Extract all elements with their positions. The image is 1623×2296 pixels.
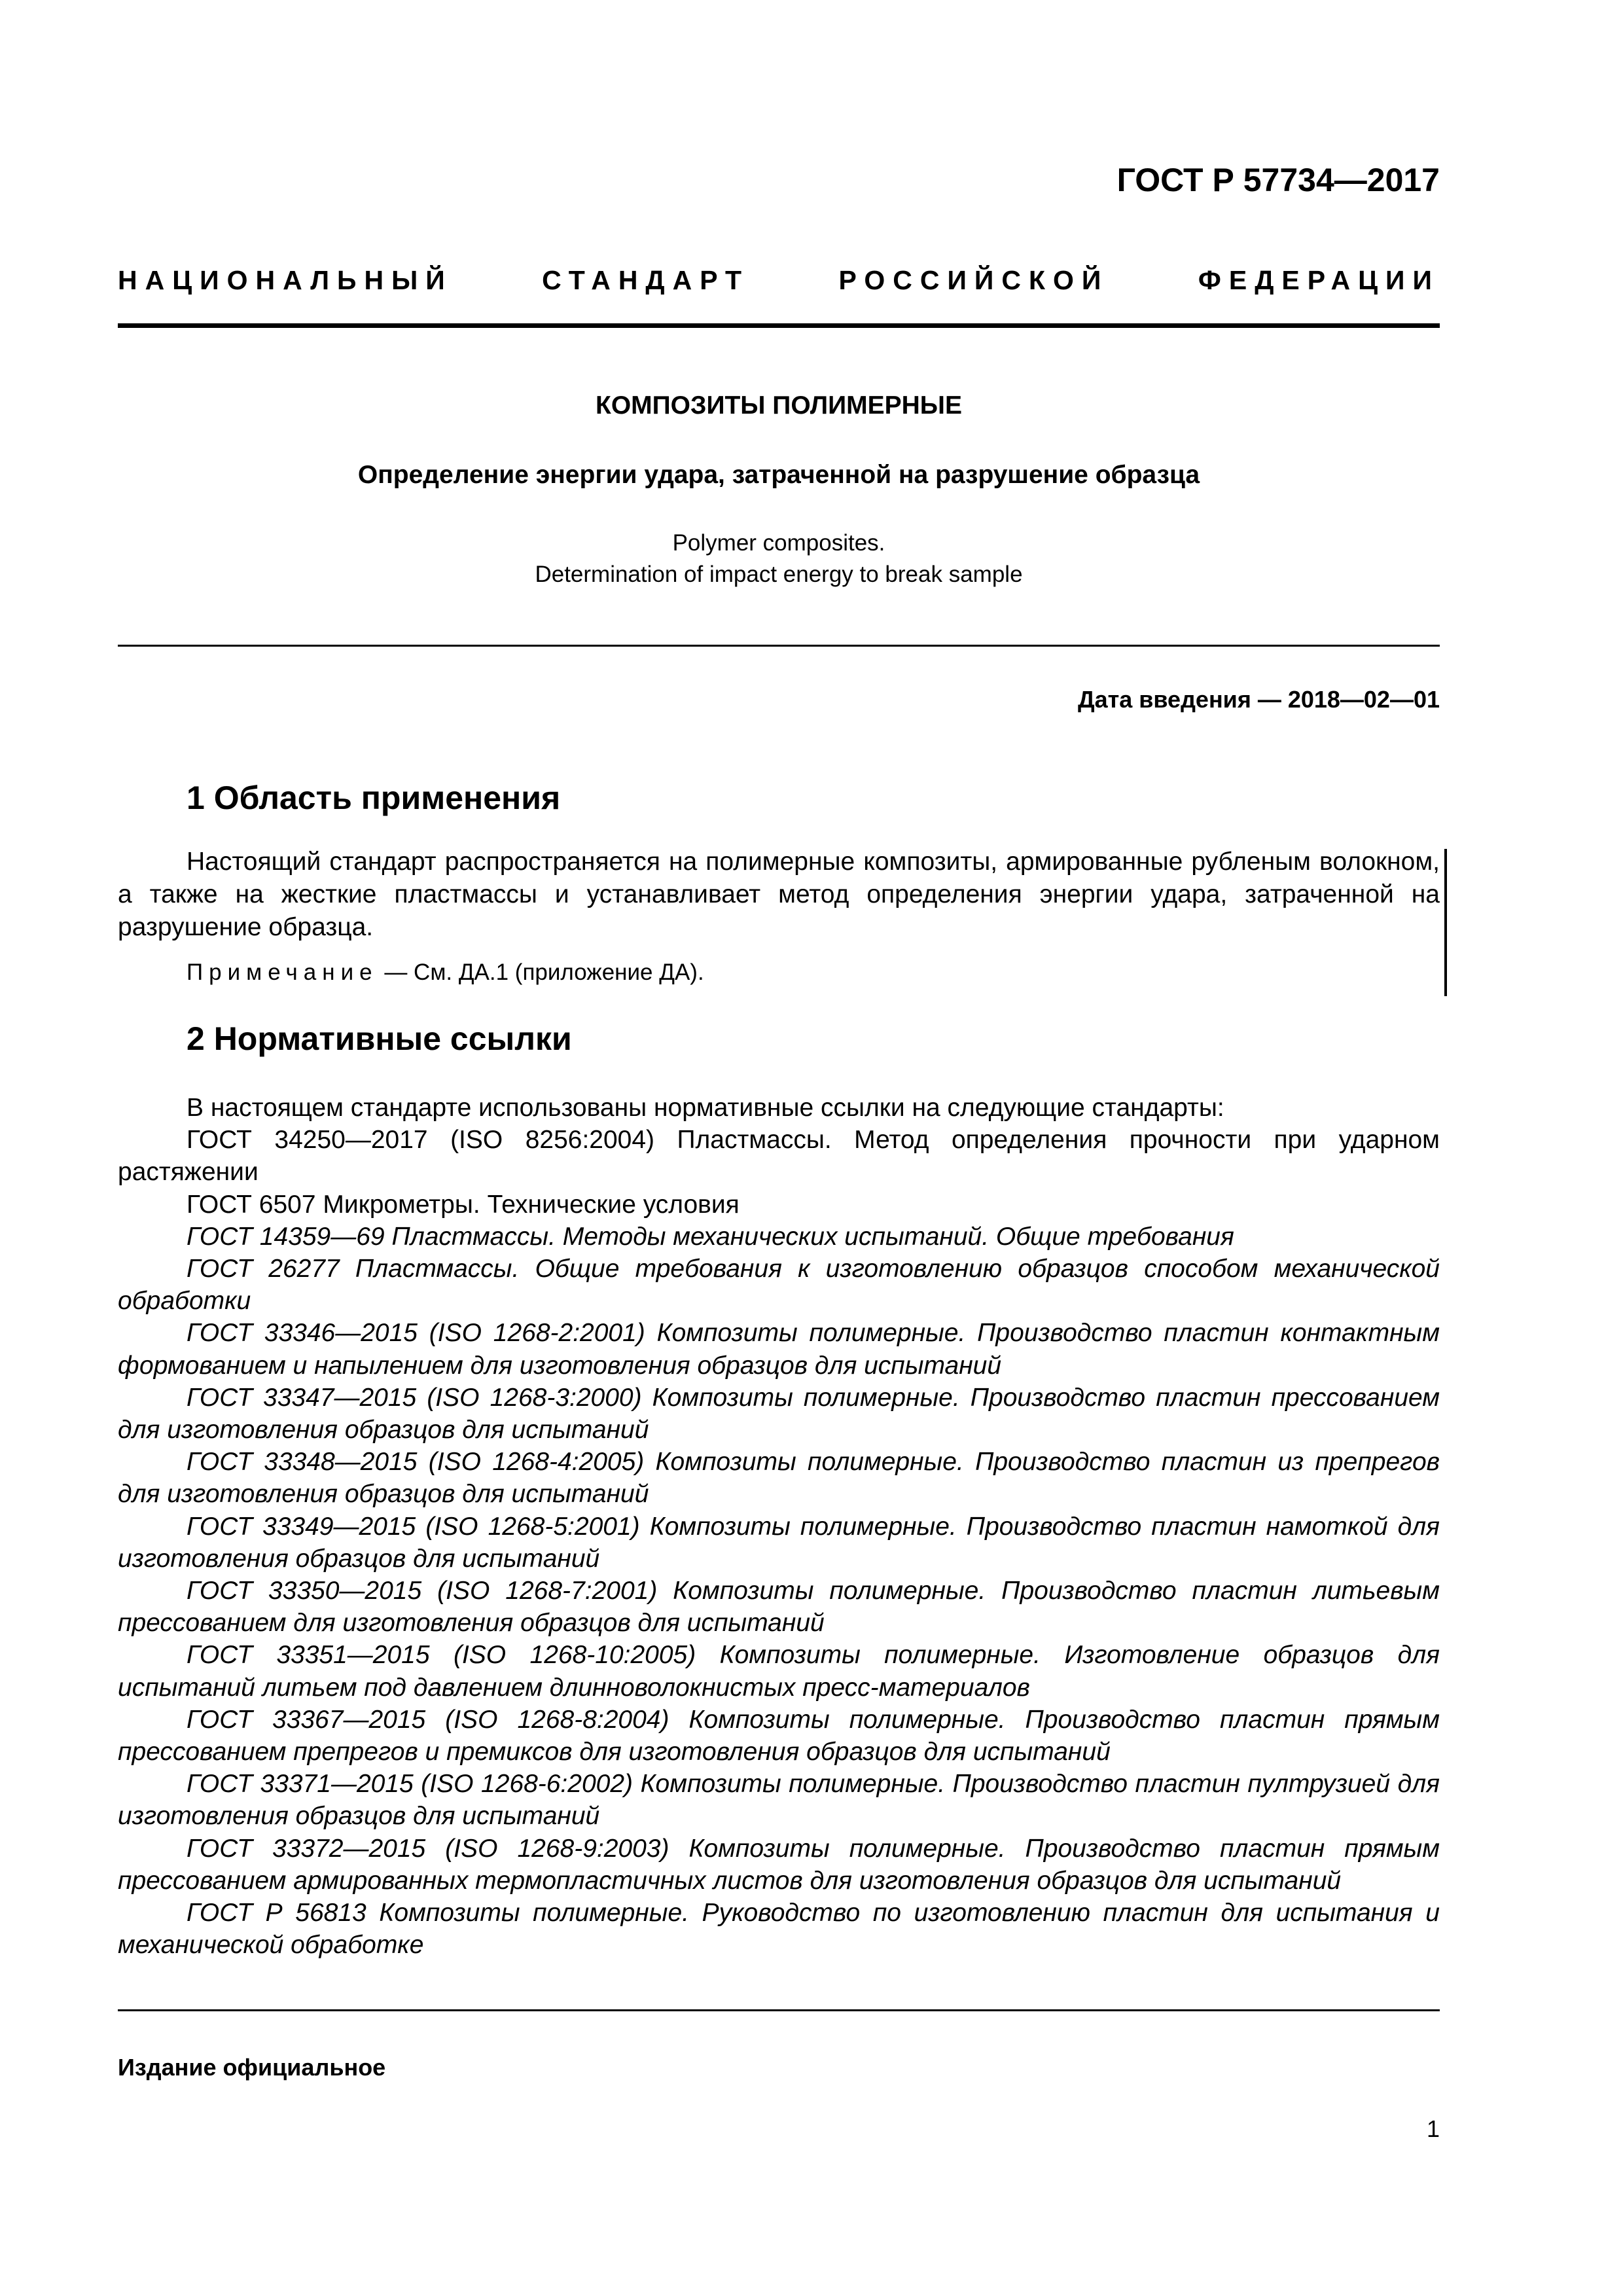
english-title <box>118 528 1440 590</box>
english-title-line-1: Polymer composites. <box>672 530 885 556</box>
banner-word-3: РОССИЙСКОЙ <box>838 265 1109 295</box>
reference-item: ГОСТ Р 56813 Композиты полимерные. Руководство по изготовлению пластин для испытания и механической обработке <box>118 1899 1440 1960</box>
date-of-introduction: Дата введения — 2018—02—01 <box>1077 686 1440 713</box>
reference-item: ГОСТ 33346—2015 (ISO 1268-2:2001) Композиты полимерные. Производство пластин контактным формованием и напылением для изготовления образцов для испытаний <box>118 1319 1440 1380</box>
edition-label: Издание официальное <box>118 2054 386 2081</box>
reference-item: ГОСТ 33371—2015 (ISO 1268-6:2002) Композиты полимерные. Производство пластин пултрузией для изготовления образцов для испытаний <box>118 1770 1440 1831</box>
section-1-body: Настоящий стандарт распространяется на полимерные композиты, армированные рубленым волокном, а также на жесткие пластмассы и устанавливает метод определения энергии удара, затраченной на разрушение образца. <box>118 848 1440 941</box>
note-label: Примечание <box>187 960 378 985</box>
document-title: КОМПОЗИТЫ ПОЛИМЕРНЫЕ <box>596 391 962 420</box>
banner-word-2: СТАНДАРТ <box>542 265 750 295</box>
banner-word-4: ФЕДЕРАЦИИ <box>1198 265 1440 295</box>
reference-item: ГОСТ 33350—2015 (ISO 1268-7:2001) Композиты полимерные. Производство пластин литьевым прессованием для изготовления образцов для испытаний <box>118 1577 1440 1638</box>
page-number: 1 <box>1426 2115 1440 2142</box>
note <box>187 960 704 986</box>
footer-divider <box>118 2009 1440 2011</box>
reference-item: ГОСТ 33351—2015 (ISO 1268-10:2005) Композиты полимерные. Изготовление образцов для испытаний литьем под давлением длинноволокнистых пресс-материалов <box>118 1641 1440 1702</box>
banner-word-1: НАЦИОНАЛЬНЫЙ <box>118 265 453 295</box>
references-intro: В настоящем стандарте использованы нормативные ссылки на следующие стандарты: <box>187 1094 1224 1122</box>
reference-item: ГОСТ 14359—69 Пластмассы. Методы механических испытаний. Общие требования <box>187 1222 1234 1251</box>
change-bar <box>1444 849 1447 996</box>
reference-item: ГОСТ 33367—2015 (ISO 1268-8:2004) Композиты полимерные. Производство пластин прямым прессованием препрегов и премиксов для изготовления образцов для испытаний <box>118 1705 1440 1767</box>
gost-number: ГОСТ Р 57734—2017 <box>1116 162 1440 198</box>
thick-divider <box>118 323 1440 328</box>
section-1-text <box>118 846 1440 944</box>
reference-item: ГОСТ 26277 Пластмассы. Общие требования к изготовлению образцов способом механической обработки <box>118 1255 1440 1316</box>
section-1-heading: 1 Область применения <box>187 780 561 816</box>
references-list <box>118 1092 1440 1961</box>
english-title-line-2: Determination of impact energy to break sample <box>535 562 1023 587</box>
document-subtitle: Определение энергии удара, затраченной на разрушение образца <box>357 461 1200 489</box>
reference-item: ГОСТ 33349—2015 (ISO 1268-5:2001) Композиты полимерные. Производство пластин намоткой для изготовления образцов для испытаний <box>118 1512 1440 1573</box>
reference-item: ГОСТ 33348—2015 (ISO 1268-4:2005) Композиты полимерные. Производство пластин из препрегов для изготовления образцов для испытаний <box>118 1448 1440 1509</box>
reference-item: ГОСТ 33372—2015 (ISO 1268-9:2003) Композиты полимерные. Производство пластин прямым прессованием армированных термопластичных листов для изготовления образцов для испытаний <box>118 1834 1440 1895</box>
national-standard-banner <box>118 265 1440 296</box>
reference-item: ГОСТ 6507 Микрометры. Технические условия <box>187 1190 740 1219</box>
reference-item: ГОСТ 33347—2015 (ISO 1268-3:2000) Композиты полимерные. Производство пластин прессованием для изготовления образцов для испытаний <box>118 1383 1440 1444</box>
note-text: — См. ДА.1 (приложение ДА). <box>378 960 704 985</box>
reference-item: ГОСТ 34250—2017 (ISO 8256:2004) Пластмассы. Метод определения прочности при ударном растяжении <box>118 1126 1440 1187</box>
title-divider <box>118 645 1440 647</box>
section-2-heading: 2 Нормативные ссылки <box>187 1020 572 1057</box>
